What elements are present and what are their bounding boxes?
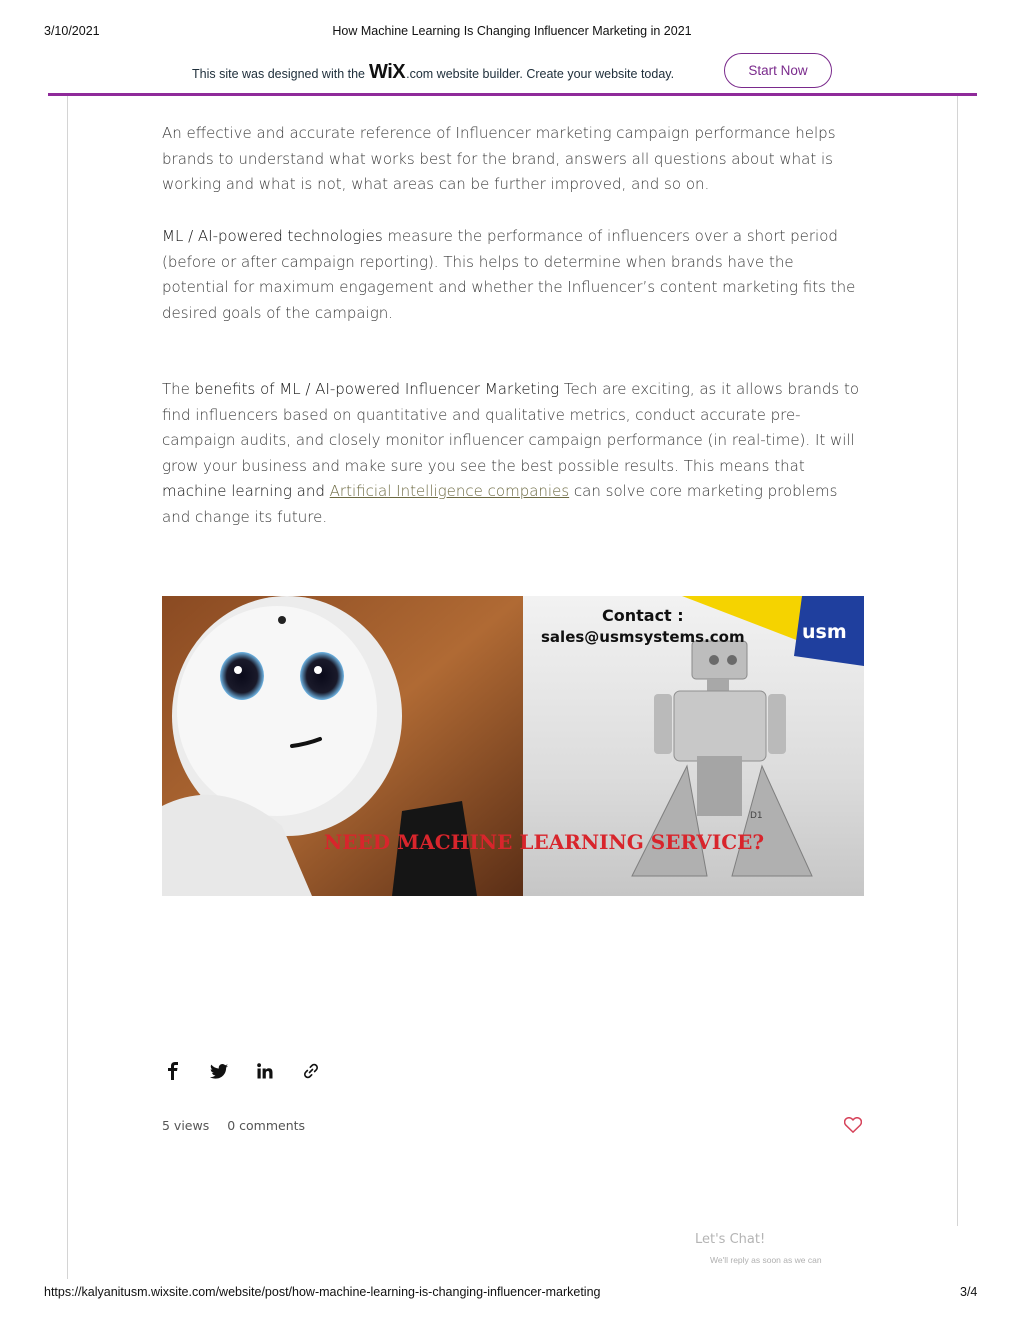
print-title: How Machine Learning Is Changing Influencer Marketing in 2021 (332, 24, 692, 38)
chat-widget[interactable] (676, 1226, 958, 1278)
post-stats (162, 1118, 305, 1133)
linkedin-icon[interactable] (254, 1060, 276, 1082)
chat-title: Let's Chat! (695, 1232, 766, 1247)
hero-image[interactable] (162, 596, 864, 896)
share-bar (162, 1060, 346, 1082)
usm-logo: usm (802, 621, 847, 643)
ml-technologies-highlight: ML / AI-powered technologies (162, 227, 383, 245)
ml-and-highlight: machine learning and (162, 482, 330, 501)
benefits-text-middle: Tech are exciting, as it allows brands to find influencers based on quantitative and qualitative metrics, conduct accurate pre-campaign audits, and closely monitor influencer campaign performance (in real-time). It will grow your business and make sure you see the best possible results. This means that (162, 380, 860, 475)
paragraph-ml-technologies (162, 224, 864, 326)
wix-banner-text (192, 62, 674, 82)
content-border-left (67, 96, 68, 1279)
start-now-button[interactable]: Start Now (724, 53, 832, 88)
content-border-right (957, 96, 958, 1226)
paragraph-performance-reference: An effective and accurate reference of Influencer marketing campaign performance helps brands to understand what works best for the brand, answers all questions about what is working and what is not, what areas can be further improved, and so on. (162, 124, 836, 194)
robot-tag: D1 (750, 811, 763, 821)
chat-subtitle: We'll reply as soon as we can (710, 1255, 822, 1265)
hero-headline: NEED MACHINE LEARNING SERVICE? (324, 830, 765, 854)
ai-companies-link[interactable]: Artificial Intelligence companies (329, 482, 570, 501)
benefits-highlight: benefits of ML / AI-powered Influencer Marketing (194, 380, 560, 398)
wix-banner-text-after: .com website builder. Create your website today. (406, 67, 675, 81)
heart-icon[interactable] (844, 1117, 864, 1135)
wix-banner-text-before: This site was designed with the (192, 67, 366, 81)
views-count: 5 views (162, 1118, 210, 1133)
wix-banner (48, 52, 977, 96)
banner-divider (48, 93, 977, 96)
print-date: 3/10/2021 (44, 24, 100, 38)
link-icon[interactable] (300, 1060, 322, 1082)
paragraph-benefits (162, 377, 864, 531)
facebook-icon[interactable] (162, 1060, 184, 1082)
page-number: 3/4 (960, 1285, 978, 1299)
benefits-text-end: can solve core marketing problems and change its future. (162, 482, 838, 526)
hero-contact-label: Contact : (602, 606, 684, 625)
paragraph-ml-technologies-text: measure the performance of influencers over a short period (before or after campaign reporting). This helps to determine when brands have the potential for maximum engagement and whether the Influencer’s content marketing fits the desired goals of the campaign. (162, 227, 856, 322)
print-header (0, 24, 1024, 42)
hero-contact-email: sales@usmsystems.com (541, 628, 745, 646)
twitter-icon[interactable] (208, 1060, 230, 1082)
comments-count[interactable]: 0 comments (227, 1118, 306, 1133)
benefits-text-start: The (162, 380, 195, 398)
wix-logo[interactable]: WiX (369, 61, 406, 83)
page-url: https://kalyanitusm.wixsite.com/website/post/how-machine-learning-is-changing-influencer-marketing (44, 1285, 601, 1299)
